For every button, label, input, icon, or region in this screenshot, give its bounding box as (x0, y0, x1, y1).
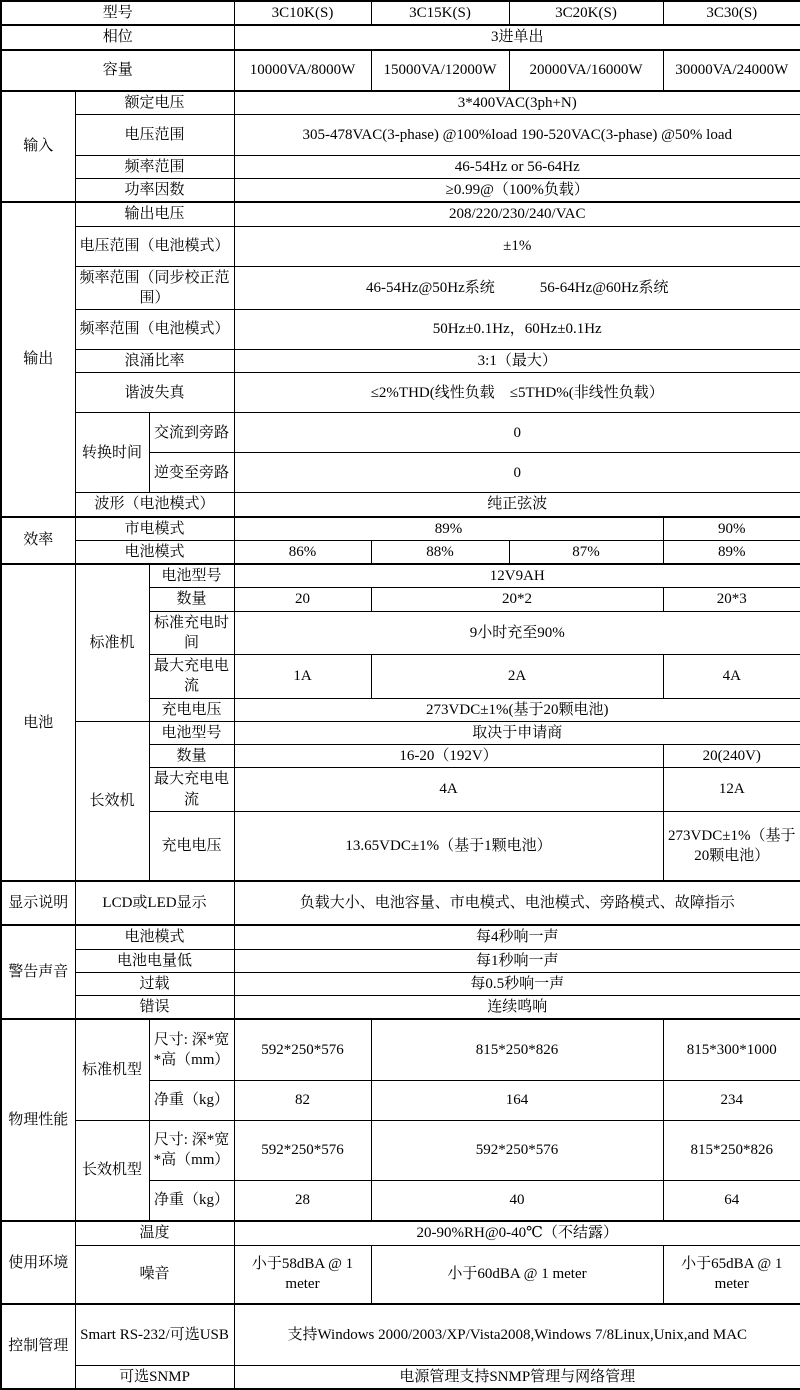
spec-value: 20000VA/16000W (509, 50, 663, 91)
spec-label: 电压范围（电池模式） (75, 226, 234, 266)
spec-value: 88% (371, 540, 509, 564)
table-row (1, 202, 800, 226)
spec-value: 815*250*826 (663, 1120, 800, 1180)
spec-value: 1A (234, 655, 371, 699)
spec-value: 46-54Hz or 56-64Hz (234, 155, 800, 178)
spec-value: 10000VA/8000W (234, 50, 371, 91)
spec-label: 最大充电电流 (149, 655, 234, 699)
spec-value: 每4秒响一声 (234, 925, 800, 949)
table-row (1, 91, 800, 115)
spec-value: 20(240V) (663, 745, 800, 768)
spec-value: 3进单出 (234, 25, 800, 49)
spec-value: 纯正弦波 (234, 493, 800, 517)
spec-value: 每1秒响一声 (234, 949, 800, 972)
table-row (1, 50, 800, 91)
spec-value: 负载大小、电池容量、市电模式、电池模式、旁路模式、故障指示 (234, 881, 800, 925)
table-row (1, 155, 800, 178)
model-header: 3C20K(S) (509, 1, 663, 25)
table-row (1, 179, 800, 203)
spec-label: 功率因数 (75, 179, 234, 203)
spec-label: 频率范围（同步校正范围） (75, 266, 234, 310)
table-row (1, 1245, 800, 1304)
table-row (1, 996, 800, 1020)
spec-value: 电源管理支持SNMP管理与网络管理 (234, 1365, 800, 1389)
spec-label: 频率范围（电池模式） (75, 310, 234, 350)
spec-value: 50Hz±0.1Hz，60Hz±0.1Hz (234, 310, 800, 350)
spec-label: 数量 (149, 588, 234, 611)
spec-label: 电池电量低 (75, 949, 234, 972)
spec-value: 592*250*576 (234, 1019, 371, 1080)
spec-value: 815*250*826 (371, 1019, 663, 1080)
section-physical: 物理性能 (1, 1019, 75, 1221)
spec-label: 温度 (75, 1221, 234, 1245)
spec-value: 46-54Hz@50Hz系统 56-64Hz@60Hz系统 (234, 266, 800, 310)
spec-value: 64 (663, 1180, 800, 1221)
spec-label: 频率范围 (75, 155, 234, 178)
spec-label: 交流到旁路 (149, 413, 234, 453)
spec-label: 电池模式 (75, 925, 234, 949)
table-row (1, 972, 800, 995)
section-display: 显示说明 (1, 881, 75, 925)
spec-label: LCD或LED显示 (75, 881, 234, 925)
table-row (1, 413, 800, 453)
table-row (1, 1019, 800, 1080)
row-label-phase: 相位 (1, 25, 234, 49)
row-label-model: 型号 (1, 1, 234, 25)
model-header: 3C30(S) (663, 1, 800, 25)
spec-value: ≥0.99@（100%负载） (234, 179, 800, 203)
spec-label: 额定电压 (75, 91, 234, 115)
spec-value: 20*2 (371, 588, 663, 611)
table-row (1, 350, 800, 373)
spec-value: 89% (663, 540, 800, 564)
spec-value: ±1% (234, 226, 800, 266)
spec-value: 小于65dBA @ 1 meter (663, 1245, 800, 1304)
spec-label: 充电电压 (149, 698, 234, 721)
spec-value: 小于60dBA @ 1 meter (371, 1245, 663, 1304)
row-label-capacity: 容量 (1, 50, 234, 91)
spec-label: 浪涌比率 (75, 350, 234, 373)
table-row (1, 540, 800, 564)
spec-label: 可选SNMP (75, 1365, 234, 1389)
table-row (1, 925, 800, 949)
spec-value: 3*400VAC(3ph+N) (234, 91, 800, 115)
spec-label: Smart RS-232/可选USB (75, 1304, 234, 1365)
sub-section-standard-model: 标准机型 (75, 1019, 149, 1120)
spec-value: 12A (663, 768, 800, 812)
spec-value: 20-90%RH@0-40℃（不结露） (234, 1221, 800, 1245)
spec-label: 最大充电电流 (149, 768, 234, 812)
spec-label: 市电模式 (75, 517, 234, 541)
spec-label: 波形（电池模式） (75, 493, 234, 517)
spec-label: 噪音 (75, 1245, 234, 1304)
table-row (1, 373, 800, 413)
spec-value: 4A (234, 768, 663, 812)
spec-value: 连续鸣响 (234, 996, 800, 1020)
section-efficiency: 效率 (1, 517, 75, 565)
spec-value: 12V9AH (234, 564, 800, 588)
spec-value: 小于58dBA @ 1 meter (234, 1245, 371, 1304)
section-alarm: 警告声音 (1, 925, 75, 1019)
spec-value: 90% (663, 517, 800, 541)
spec-value: 20*3 (663, 588, 800, 611)
spec-value: 2A (371, 655, 663, 699)
spec-label: 电池型号 (149, 564, 234, 588)
table-row (1, 1, 800, 25)
sub-section-long-run-model: 长效机型 (75, 1120, 149, 1221)
table-row (1, 310, 800, 350)
spec-value: 592*250*576 (371, 1120, 663, 1180)
section-battery: 电池 (1, 564, 75, 881)
spec-label: 输出电压 (75, 202, 234, 226)
spec-value: 87% (509, 540, 663, 564)
spec-value: 30000VA/24000W (663, 50, 800, 91)
spec-value: 13.65VDC±1%（基于1颗电池） (234, 811, 663, 881)
spec-value: 28 (234, 1180, 371, 1221)
table-row (1, 1120, 800, 1180)
section-environment: 使用环境 (1, 1221, 75, 1304)
spec-value: 3:1（最大） (234, 350, 800, 373)
spec-value: 20 (234, 588, 371, 611)
spec-label: 错误 (75, 996, 234, 1020)
table-row (1, 881, 800, 925)
spec-label: 尺寸: 深*宽*高（mm） (149, 1019, 234, 1080)
spec-label: 充电电压 (149, 811, 234, 881)
spec-value: 0 (234, 413, 800, 453)
spec-value: 9小时充至90% (234, 611, 800, 655)
table-row (1, 1304, 800, 1365)
spec-value: 164 (371, 1080, 663, 1120)
table-row (1, 1365, 800, 1389)
table-row (1, 493, 800, 517)
spec-label: 转换时间 (75, 413, 149, 493)
spec-value: 208/220/230/240/VAC (234, 202, 800, 226)
spec-label: 数量 (149, 745, 234, 768)
spec-label: 逆变至旁路 (149, 453, 234, 493)
spec-value: 273VDC±1%(基于20颗电池) (234, 698, 800, 721)
table-row (1, 1221, 800, 1245)
spec-label: 谐波失真 (75, 373, 234, 413)
spec-value: 815*300*1000 (663, 1019, 800, 1080)
spec-label: 电压范围 (75, 114, 234, 155)
table-row (1, 114, 800, 155)
table-row (1, 226, 800, 266)
spec-label: 电池模式 (75, 540, 234, 564)
spec-label: 过载 (75, 972, 234, 995)
spec-value: 0 (234, 453, 800, 493)
spec-label: 净重（kg） (149, 1080, 234, 1120)
spec-value: 15000VA/12000W (371, 50, 509, 91)
spec-value: 592*250*576 (234, 1120, 371, 1180)
spec-value: 每0.5秒响一声 (234, 972, 800, 995)
sub-section-standard-unit: 标准机 (75, 564, 149, 721)
spec-value: 86% (234, 540, 371, 564)
spec-value: ≤2%THD(线性负载 ≤5THD%(非线性负载） (234, 373, 800, 413)
spec-value: 89% (234, 517, 663, 541)
table-row (1, 517, 800, 541)
section-output: 输出 (1, 202, 75, 516)
spec-value: 234 (663, 1080, 800, 1120)
spec-value: 取决于申请商 (234, 721, 800, 744)
spec-value: 支持Windows 2000/2003/XP/Vista2008,Windows 7/8Linux,Unix,and MAC (234, 1304, 800, 1365)
spec-value: 4A (663, 655, 800, 699)
table-row (1, 25, 800, 49)
table-row (1, 564, 800, 588)
spec-value: 273VDC±1%（基于20颗电池） (663, 811, 800, 881)
spec-label: 尺寸: 深*宽*高（mm） (149, 1120, 234, 1180)
table-row (1, 721, 800, 744)
spec-label: 净重（kg） (149, 1180, 234, 1221)
spec-label: 电池型号 (149, 721, 234, 744)
spec-value: 82 (234, 1080, 371, 1120)
model-header: 3C10K(S) (234, 1, 371, 25)
spec-value: 16-20（192V） (234, 745, 663, 768)
spec-value: 40 (371, 1180, 663, 1221)
section-input: 输入 (1, 91, 75, 203)
spec-label: 标准充电时间 (149, 611, 234, 655)
table-row (1, 949, 800, 972)
spec-value: 305-478VAC(3-phase) @100%load 190-520VAC(3-phase) @50% load (234, 114, 800, 155)
model-header: 3C15K(S) (371, 1, 509, 25)
sub-section-long-run-unit: 长效机 (75, 721, 149, 881)
table-row (1, 266, 800, 310)
section-management: 控制管理 (1, 1304, 75, 1389)
